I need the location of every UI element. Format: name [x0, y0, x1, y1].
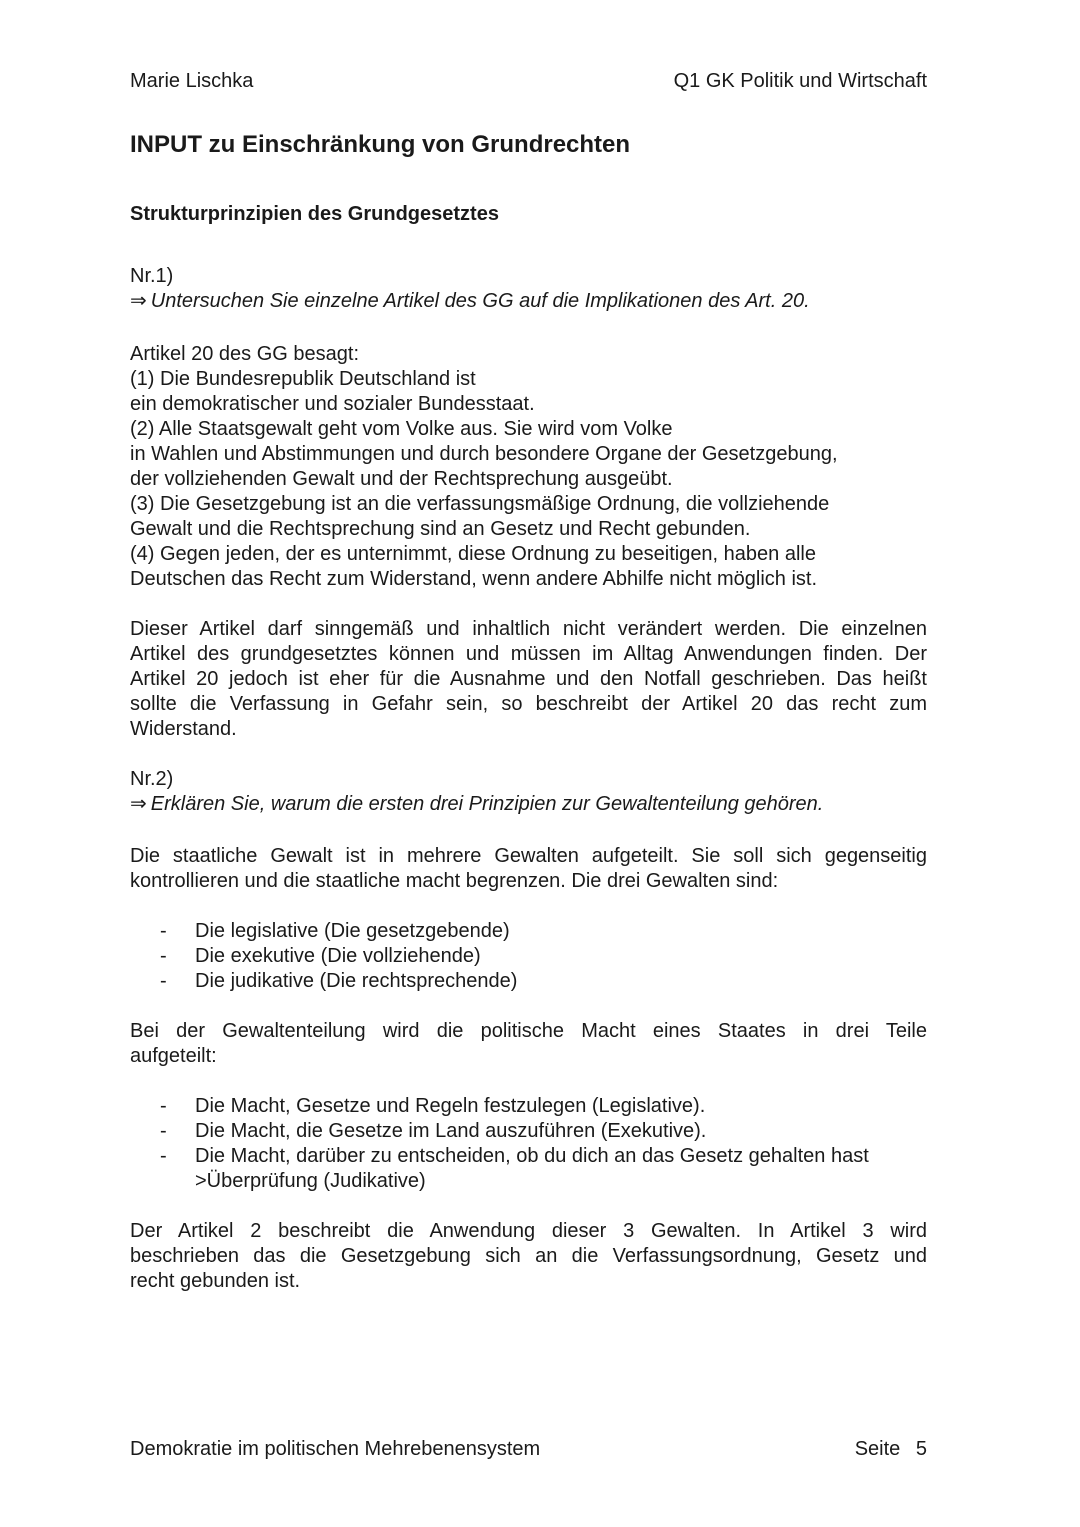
list-item: - Die Macht, darüber zu entscheiden, ob du dich an das Gesetz gehalten hast >Überprüfung (Judikative): [160, 1145, 869, 1192]
page-title: INPUT zu Einschränkung von Grundrechten: [130, 131, 631, 158]
power-functions-list: [130, 1094, 927, 1194]
header-author: Marie Lischka: [130, 70, 254, 92]
paragraph-line: Widerstand.: [130, 718, 237, 740]
task-2: [130, 767, 927, 817]
paragraph-line: aufgeteilt:: [130, 1045, 217, 1067]
paragraph-line: beschrieben das die Gesetzgebung sich an die Verfassungsordnung, Gesetz und: [130, 1245, 927, 1267]
paragraph-line: Bei der Gewaltenteilung wird die politische Macht eines Staates in drei Teile: [130, 1020, 927, 1042]
list-item: - Die legislative (Die gesetzgebende): [160, 920, 510, 942]
task-2-prompt: Erklären Sie, warum die ersten drei Prinzipien zur Gewaltenteilung gehören.: [150, 793, 824, 815]
list-item: - Die Macht, Gesetze und Regeln festzulegen (Legislative).: [160, 1095, 706, 1117]
paragraph-line: Die staatliche Gewalt ist in mehrere Gewalten aufgeteilt. Sie soll sich gegenseitig: [130, 845, 927, 867]
paragraph-line: Artikel des grundgesetztes können und müssen im Alltag Anwendungen finden. Der: [130, 643, 927, 665]
task-1-label: Nr.1): [130, 265, 174, 287]
page-number: [855, 1436, 927, 1462]
article-20-line: (2) Alle Staatsgewalt geht vom Volke aus. Sie wird vom Volke: [130, 418, 673, 440]
header-course: Q1 GK Politik und Wirtschaft: [673, 70, 927, 92]
article-20-intro: Artikel 20 des GG besagt:: [130, 343, 360, 365]
paragraph-line: Dieser Artikel darf sinngemäß und inhaltlich nicht verändert werden. Die einzelnen: [130, 618, 927, 640]
paragraph-article-20-explanation: [130, 617, 927, 742]
powers-list: [130, 919, 927, 994]
right-double-arrow-icon: ⇒: [130, 290, 147, 312]
dash-bullet-icon: -: [160, 1120, 167, 1142]
task-1-prompt: Untersuchen Sie einzelne Artikel des GG auf die Implikationen des Art. 20.: [150, 290, 810, 312]
list-item: - Die Macht, die Gesetze im Land auszuführen (Exekutive).: [160, 1120, 707, 1142]
paragraph-line: Artikel 20 jedoch ist eher für die Ausnahme und den Notfall geschrieben. Das heißt: [130, 668, 927, 690]
article-20-text: [130, 342, 927, 592]
paragraph-separation-of-powers: [130, 844, 927, 894]
footer-topic: Demokratie im politischen Mehrebenensystem: [130, 1438, 541, 1460]
dash-bullet-icon: -: [160, 920, 167, 942]
dash-bullet-icon: -: [160, 970, 167, 992]
article-20-line: in Wahlen und Abstimmungen und durch besondere Organe der Gesetzgebung,: [130, 443, 838, 465]
article-20-line: Deutschen das Recht zum Widerstand, wenn andere Abhilfe nicht möglich ist.: [130, 568, 818, 590]
article-20-line: Gewalt und die Rechtsprechung sind an Gesetz und Recht gebunden.: [130, 518, 751, 540]
article-20-line: (4) Gegen jeden, der es unternimmt, diese Ordnung zu beseitigen, haben alle: [130, 543, 816, 565]
paragraph-article-references: [130, 1219, 927, 1294]
paragraph-line: sollte die Verfassung in Gefahr sein, so beschreibt der Artikel 20 das recht zum: [130, 693, 927, 715]
task-1-prompt-line: [130, 289, 927, 314]
article-20-line: (3) Die Gesetzgebung ist an die verfassungsmäßige Ordnung, die vollziehende: [130, 493, 830, 515]
dash-bullet-icon: -: [160, 1095, 167, 1117]
paragraph-line: kontrollieren und die staatliche macht begrenzen. Die drei Gewalten sind:: [130, 870, 779, 892]
right-double-arrow-icon: ⇒: [130, 793, 147, 815]
paragraph-line: Der Artikel 2 beschreibt die Anwendung dieser 3 Gewalten. In Artikel 3 wird: [130, 1220, 927, 1242]
article-20-line: der vollziehenden Gewalt und der Rechtsprechung ausgeübt.: [130, 468, 673, 490]
paragraph-line: recht gebunden ist.: [130, 1270, 301, 1292]
paragraph-three-parts: [130, 1019, 927, 1069]
task-2-label: Nr.2): [130, 768, 174, 790]
dash-bullet-icon: -: [160, 1145, 167, 1167]
list-item: - Die exekutive (Die vollziehende): [160, 945, 481, 967]
task-2-prompt-line: [130, 792, 927, 817]
section-subtitle: Strukturprinzipien des Grundgesetztes: [130, 203, 499, 225]
list-item: - Die judikative (Die rechtsprechende): [160, 970, 518, 992]
article-20-line: ein demokratischer und sozialer Bundesstaat.: [130, 393, 535, 415]
page-number-value: 5: [915, 1438, 927, 1460]
dash-bullet-icon: -: [160, 945, 167, 967]
task-1: [130, 264, 927, 314]
article-20-line: (1) Die Bundesrepublik Deutschland ist: [130, 368, 476, 390]
page-label: Seite: [854, 1438, 901, 1460]
